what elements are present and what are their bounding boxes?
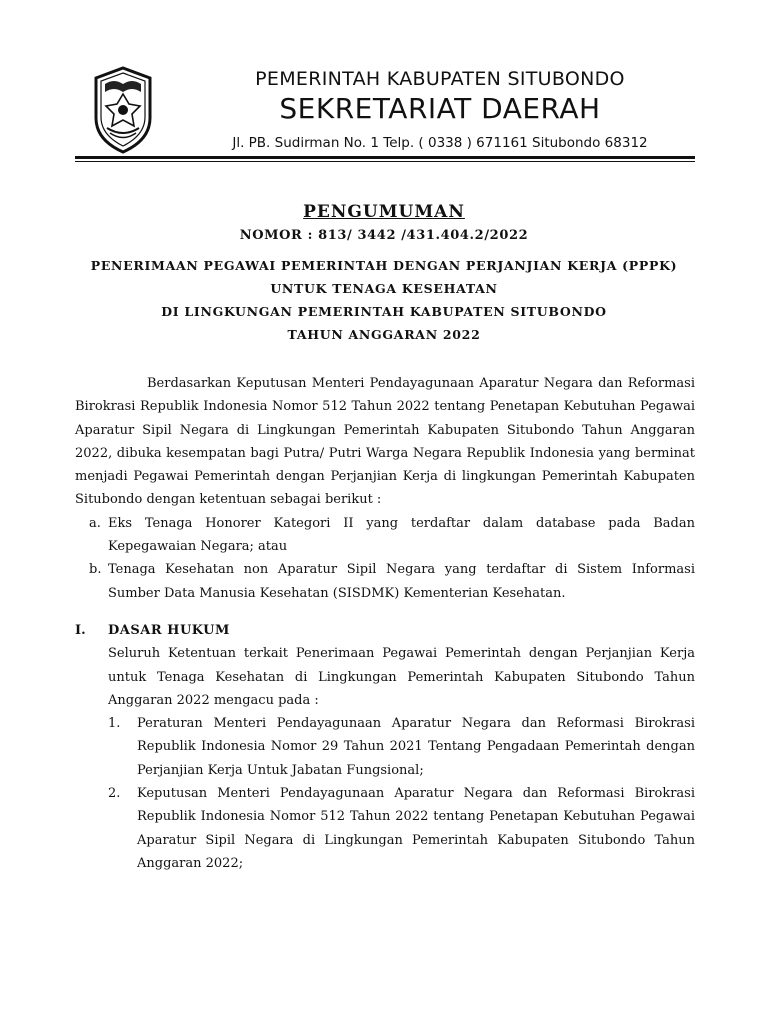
list-marker: 2. xyxy=(108,786,121,802)
subject-line: TAHUN ANGGARAN 2022 xyxy=(287,327,481,342)
letterhead-rule-thick xyxy=(75,156,695,159)
letterhead-rule-thin xyxy=(75,161,695,162)
list-item xyxy=(75,712,695,782)
list-item-text: Tenaga Kesehatan non Aparatur Sipil Negara yang terdaftar di Sistem Informasi Sumber Data Manusia Kesehatan (SISDMK) Kementerian Kesehatan. xyxy=(108,562,695,601)
list-marker: b. xyxy=(89,562,102,578)
list-marker: a. xyxy=(89,515,101,531)
list-item-text: Peraturan Menteri Pendayagunaan Aparatur Negara dan Reformasi Birokrasi Republik Indonesia Nomor 29 Tahun 2021 Tentang Pengadaan Pemerintah dengan Perjanjian Kerja Untuk Jabatan Fungsional; xyxy=(137,716,695,778)
subject-line: PENERIMAAN PEGAWAI PEMERINTAH DENGAN PERJANJIAN KERJA (PPPK) xyxy=(90,258,678,273)
list-item xyxy=(75,512,695,559)
list-item-text: Eks Tenaga Honorer Kategori II yang terdaftar dalam database pada Badan Kepegawaian Negara; atau xyxy=(108,515,695,555)
announcement-subject xyxy=(0,254,768,346)
intro-paragraph: Berdasarkan Keputusan Menteri Pendayagunaan Aparatur Negara dan Reformasi Birokrasi Republik Indonesia Nomor 512 Tahun 2022 tentang Penetapan Kebutuhan Pegawai Aparatur Sipil Negara di Lingkungan Pemerintah Kabupaten Situbondo Tahun Anggaran 2022, dibuka kesempatan bagi Putra/ Putri Warga Negara Republik Indonesia yang berminat menjadi Pegawai Pemerintah dengan Perjanjian Kerja di lingkungan Pemerintah Kabupaten Situbondo dengan ketentuan sebagai berikut : xyxy=(75,376,695,508)
list-item xyxy=(75,782,695,875)
subject-line: DI LINGKUNGAN PEMERINTAH KABUPATEN SITUBONDO xyxy=(161,304,607,319)
section-number: I. xyxy=(75,622,86,638)
office-name: SEKRETARIAT DAERAH xyxy=(279,92,601,125)
office-address: Jl. PB. Sudirman No. 1 Telp. ( 0338 ) 671161 Situbondo 68312 xyxy=(232,135,648,151)
list-item-text: Keputusan Menteri Pendayagunaan Aparatur Negara dan Reformasi Birokrasi Republik Indonesia Nomor 512 Tahun 2022 tentang Penetapan Kebutuhan Pegawai Aparatur Sipil Negara di Lingkungan Pemerintah Kabupaten Situbondo Tahun Anggaran 2022; xyxy=(137,786,695,871)
letterhead xyxy=(0,0,768,170)
letterhead-text xyxy=(180,66,700,152)
list-marker: 1. xyxy=(108,716,121,732)
subject-line: UNTUK TENAGA KESEHATAN xyxy=(270,281,498,296)
announcement-heading: PENGUMUMAN xyxy=(303,202,465,222)
announcement-title xyxy=(0,200,768,246)
section-legal-basis xyxy=(75,619,695,875)
legal-basis-list xyxy=(75,712,695,875)
announcement-number: NOMOR : 813/ 3442 /431.404.2/2022 xyxy=(239,228,529,243)
section-title: DASAR HUKUM xyxy=(108,622,230,638)
list-item xyxy=(75,558,695,605)
section-intro: Seluruh Ketentuan terkait Penerimaan Pegawai Pemerintah dengan Perjanjian Kerja untuk Tenaga Kesehatan di Lingkungan Pemerintah Kabupaten Situbondo Tahun Anggaran 2022 mengacu pada : xyxy=(108,646,695,708)
regency-emblem-icon xyxy=(92,66,154,154)
requirements-list xyxy=(75,512,695,605)
government-name: PEMERINTAH KABUPATEN SITUBONDO xyxy=(255,68,625,90)
document-body xyxy=(75,372,695,875)
